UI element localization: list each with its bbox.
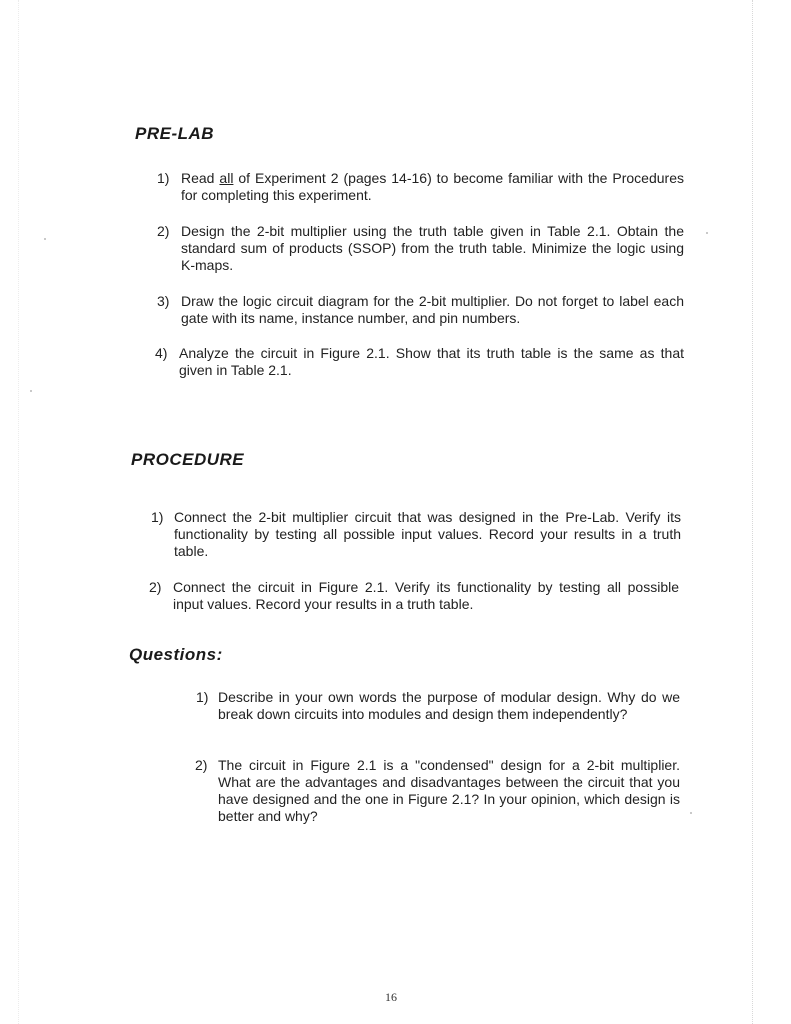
procedure-heading: PROCEDURE — [131, 450, 245, 469]
prelab-item-2 — [157, 223, 684, 274]
questions-heading: Questions: — [129, 645, 223, 664]
procedure-item-1-text: Connect the 2-bit multiplier circuit that was designed in the Pre-Lab. Verify its functionality by testing all possible input values. Record your results in a truth table. — [174, 509, 681, 559]
question-item-2-text: The circuit in Figure 2.1 is a "condensed" design for a 2-bit multiplier. What are the advantages and disadvantages between the circuit that you have designed and the one in Figure 2.1? In your opinion, which design is better and why? — [218, 757, 680, 824]
question-item-1 — [196, 689, 680, 723]
scan-speck — [44, 238, 46, 240]
scan-speck — [30, 390, 32, 392]
prelab-heading: PRE-LAB — [135, 124, 215, 143]
scan-speck — [690, 812, 692, 814]
question-item-1-number: 1) — [196, 689, 209, 705]
procedure-item-1 — [151, 509, 681, 560]
page-number: 16 — [385, 990, 397, 1004]
prelab-item-1-number: 1) — [157, 170, 170, 186]
prelab-item-1-text — [181, 170, 684, 204]
scan-edge-left — [18, 0, 21, 1024]
scan-speck — [706, 232, 708, 234]
prelab-item-4-text: Analyze the circuit in Figure 2.1. Show that its truth table is the same as that given in Table 2.1. — [179, 345, 684, 378]
prelab-item-3 — [157, 293, 684, 327]
question-item-1-text: Describe in your own words the purpose of modular design. Why do we break down circuits into modules and design them independently? — [218, 689, 680, 722]
question-item-2 — [195, 757, 680, 825]
prelab-item-3-number: 3) — [157, 293, 170, 309]
prelab-item-1-text-post: of Experiment 2 (pages 14-16) to become familiar with the Procedures for completing this experiment. — [181, 170, 684, 203]
scan-edge-right — [752, 0, 755, 1024]
prelab-item-1 — [157, 170, 684, 204]
question-item-2-number: 2) — [195, 757, 208, 773]
prelab-item-2-text: Design the 2-bit multiplier using the truth table given in Table 2.1. Obtain the standard sum of products (SSOP) from the truth table. Minimize the logic using K-maps. — [181, 223, 684, 273]
procedure-item-1-number: 1) — [151, 509, 164, 525]
procedure-item-2-text: Connect the circuit in Figure 2.1. Verify its functionality by testing all possible input values. Record your results in a truth table. — [173, 579, 679, 612]
prelab-item-4 — [155, 345, 684, 379]
prelab-item-1-text-pre: Read — [181, 170, 220, 186]
procedure-item-2-number: 2) — [149, 579, 162, 595]
prelab-item-3-text: Draw the logic circuit diagram for the 2-bit multiplier. Do not forget to label each gate with its name, instance number, and pin numbers. — [181, 293, 684, 326]
prelab-item-4-number: 4) — [155, 345, 168, 361]
prelab-item-1-emphasis: all — [219, 170, 234, 186]
procedure-item-2 — [149, 579, 679, 613]
prelab-item-2-number: 2) — [157, 223, 170, 239]
